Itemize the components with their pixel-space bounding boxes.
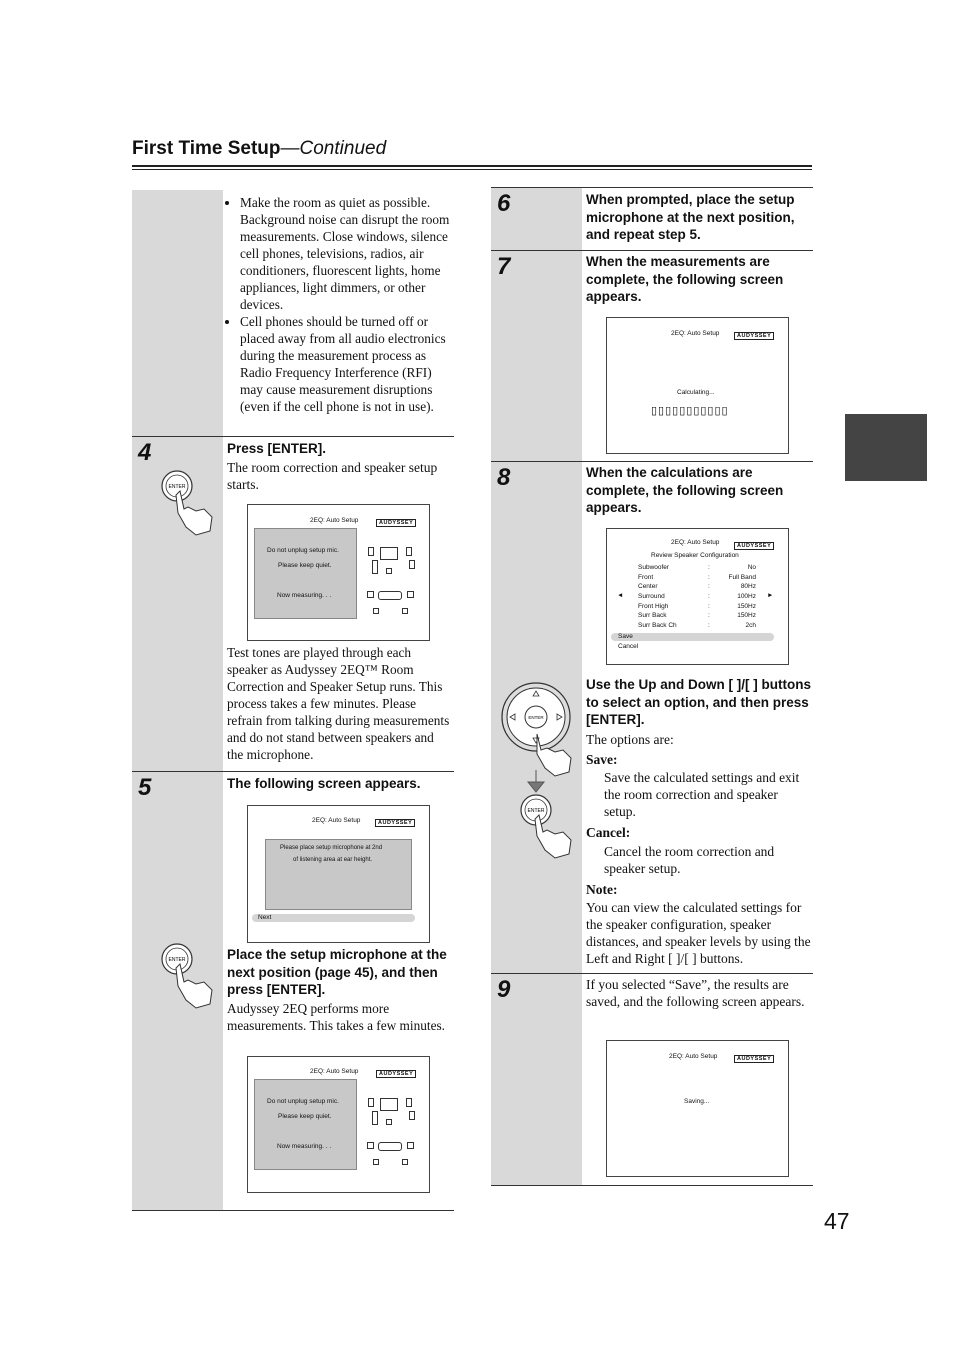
speaker-icon <box>367 1142 374 1149</box>
measuring-screen <box>247 504 430 641</box>
speaker-icon <box>409 560 415 569</box>
message-line3: Now measuring. . . <box>277 1143 332 1150</box>
speaker-icon <box>386 568 392 574</box>
step-5 <box>132 772 454 1211</box>
config-row: Front : Full Band <box>638 573 756 581</box>
speaker-icon <box>368 547 374 556</box>
remote-dpad-icon <box>499 682 583 872</box>
save-text: Save the calculated settings and exit the room correction and speaker setup. <box>604 770 800 819</box>
message-line2: Please keep quiet. <box>278 562 332 569</box>
step4-text2: Test tones are played through each speaker as Audyssey 2EQ™ Room Correction and Speaker Setup runs. This process takes a few minutes. Please refrain from talking during measurements and do not stand between speakers and the microphone. <box>227 645 450 762</box>
save-option[interactable] <box>611 633 774 641</box>
message-box <box>254 1079 357 1170</box>
speaker-icon <box>409 1111 415 1120</box>
step-number: 7 <box>497 253 511 280</box>
speaker-icon <box>368 1098 374 1107</box>
audyssey-logo: AUDYSSEY <box>376 1070 416 1078</box>
speaker-icon <box>407 591 414 598</box>
options-intro: The options are: <box>586 732 674 747</box>
config-row: Surr Back Ch : 2ch <box>638 622 756 630</box>
cancel-option[interactable]: Cancel <box>618 643 639 650</box>
config-row: Surround : 100Hz <box>638 593 756 601</box>
header-rule <box>132 165 812 170</box>
step8-heading2: Use the Up and Down [ ]/[ ] buttons to select an option, and then press [ENTER]. <box>586 677 811 727</box>
speaker-icon <box>402 1159 408 1165</box>
step-number: 9 <box>497 976 511 1003</box>
step8-heading: When the calculations are complete, the following screen appears. <box>586 465 784 515</box>
speaker-icon <box>367 591 374 598</box>
audyssey-logo: AUDYSSEY <box>734 542 774 550</box>
audyssey-logo: AUDYSSEY <box>375 819 415 827</box>
config-row: Front High : 150Hz <box>638 602 756 610</box>
screen-title: 2EQ: Auto Setup <box>312 817 361 824</box>
progress-indicator: ▯▯▯▯▯▯▯▯▯▯▯ <box>651 405 729 417</box>
next-button[interactable] <box>252 914 415 922</box>
tv-icon <box>380 547 398 560</box>
step-number: 5 <box>138 774 152 801</box>
section-tab <box>845 414 927 481</box>
step-number: 8 <box>497 464 511 491</box>
speaker-icon <box>406 1098 412 1107</box>
measuring-screen-2 <box>247 1056 430 1193</box>
config-row: Subwoofer : No <box>638 564 756 571</box>
screen-title: 2EQ: Auto Setup <box>310 1068 359 1075</box>
calculating-screen <box>606 317 789 454</box>
step9-text: If you selected “Save”, the results are saved, and the following screen appears. <box>586 977 805 1009</box>
message-box <box>254 528 357 619</box>
step-8 <box>491 462 813 974</box>
place-mic-screen <box>247 805 430 943</box>
config-row: Center : 80Hz <box>638 583 756 591</box>
message-line2: of listening area at ear height. <box>293 857 373 863</box>
review-subtitle: Review Speaker Configuration <box>651 552 739 559</box>
message-line1: Please place setup microphone at 2nd <box>280 845 383 851</box>
speaker-icon <box>373 608 379 614</box>
review-config-screen <box>606 528 789 665</box>
screen-title: 2EQ: Auto Setup <box>669 1053 718 1060</box>
saving-status: Saving... <box>684 1098 710 1105</box>
page-number: 47 <box>824 1208 850 1234</box>
step-number: 4 <box>138 439 152 466</box>
step-9 <box>491 974 813 1186</box>
step4-text1: The room correction and speaker setup starts. <box>227 460 438 492</box>
enter-hand-icon <box>160 942 220 1010</box>
audyssey-logo: AUDYSSEY <box>376 519 416 527</box>
step4-heading: Press [ENTER]. <box>227 441 327 456</box>
screen-title: 2EQ: Auto Setup <box>310 517 359 524</box>
config-table <box>638 564 756 632</box>
intro-bullets <box>227 194 452 415</box>
step-4 <box>132 437 454 772</box>
step6-heading: When prompted, place the setup microphone at the next position, and repeat step 5. <box>586 192 795 242</box>
screen-title: 2EQ: Auto Setup <box>671 539 720 546</box>
audyssey-logo: AUDYSSEY <box>734 1055 774 1063</box>
enter-label: ENTER <box>168 484 186 490</box>
enter-label: ENTER <box>528 715 544 720</box>
save-option-label: Save <box>618 633 633 640</box>
message-line1: Do not unplug setup mic. <box>267 1098 339 1105</box>
message-box <box>265 839 412 910</box>
speaker-icon <box>373 1159 379 1165</box>
right-arrow-icon: ► <box>767 592 774 599</box>
left-arrow-icon: ◄ <box>617 592 624 599</box>
page-title: First Time Setup—Continued <box>132 138 387 159</box>
sofa-icon <box>378 591 402 600</box>
note-text: You can view the calculated settings for the speaker configuration, speaker distances, and speaker levels by using the Left and Right [ ]/[ ] buttons. <box>586 900 811 966</box>
step7-heading: When the measurements are complete, the following screen appears. <box>586 254 784 304</box>
message-line2: Please keep quiet. <box>278 1113 332 1120</box>
next-label: Next <box>258 914 272 921</box>
step-6 <box>491 188 813 251</box>
cancel-text: Cancel the room correction and speaker setup. <box>604 844 775 876</box>
enter-label: ENTER <box>168 957 186 963</box>
config-row: Surr Back : 150Hz <box>638 612 756 620</box>
message-line3: Now measuring. . . <box>277 592 332 599</box>
screen-title: 2EQ: Auto Setup <box>671 330 720 337</box>
speaker-icon <box>386 1119 392 1125</box>
step5-text2: Audyssey 2EQ performs more measurements. This takes a few minutes. <box>227 1001 445 1033</box>
saving-screen <box>606 1040 789 1177</box>
speaker-icon <box>372 1111 378 1125</box>
bullet-quiet: • Make the room as quiet as possible. Background noise can disrupt the room measurements. Close windows, silence cell phones, televisions, radios, air conditioners, fluorescent lights, home appliances, light dimmers, or other devices. <box>240 194 452 313</box>
bullet-phones: • Cell phones should be turned off or placed away from all audio electronics during the measurement process as Radio Frequency Interference (RFI) may cause measurement disruptions (even if the cell phone is not in use). <box>240 313 452 415</box>
step-number: 6 <box>497 190 511 217</box>
sofa-icon <box>378 1142 402 1151</box>
cancel-label: Cancel: <box>586 825 631 840</box>
step5-heading: The following screen appears. <box>227 776 421 791</box>
speaker-icon <box>372 560 378 574</box>
calculating-status: Calculating... <box>677 389 715 396</box>
step5-heading2: Place the setup microphone at the next position (page 45), and then press [ENTER]. <box>227 947 447 997</box>
audyssey-logo: AUDYSSEY <box>734 332 774 340</box>
intro-row <box>132 190 454 437</box>
step-7 <box>491 251 813 462</box>
tv-icon <box>380 1098 398 1111</box>
message-line1: Do not unplug setup mic. <box>267 547 339 554</box>
speaker-icon <box>407 1142 414 1149</box>
speaker-icon <box>402 608 408 614</box>
page-header <box>132 138 812 160</box>
enter-hand-icon <box>160 469 220 537</box>
note-label: Note: <box>586 882 618 897</box>
speaker-icon <box>406 547 412 556</box>
save-label: Save: <box>586 752 618 767</box>
enter-label: ENTER <box>527 808 545 814</box>
